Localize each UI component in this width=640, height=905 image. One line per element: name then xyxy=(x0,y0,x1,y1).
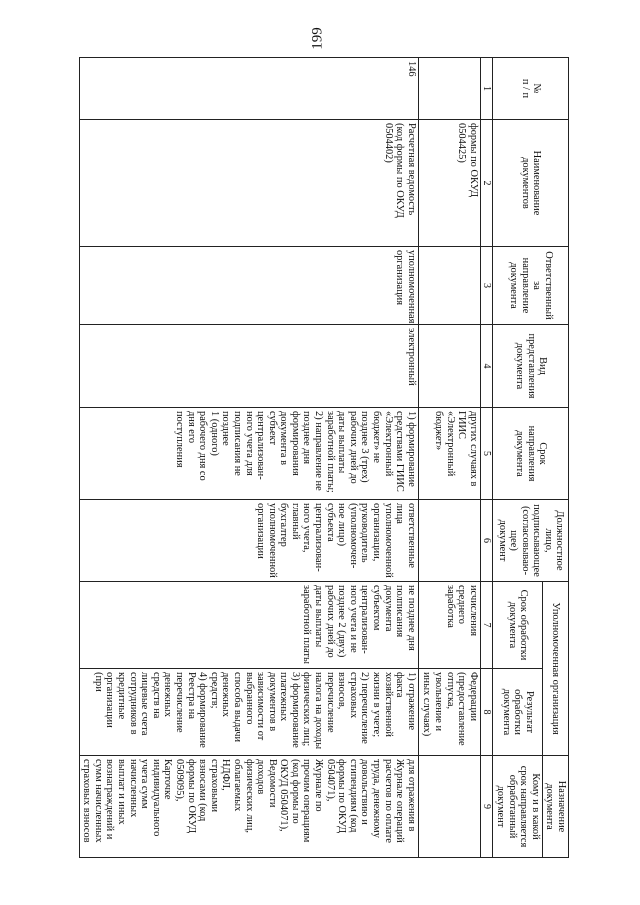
cell-processing-result: 1) отражение факта хозяйственной жизни в учете; 2) перечисление страховых взносов, перечисление налога на доходы физических лиц; 3) формирование платежных документов в зависимости от выбранного способа выдачи денежных средств; 4) формирование Реестра на перечисление денежных средств на лицевые счета сотрудников в кредитные организации (при xyxy=(79,669,418,756)
documents-table xyxy=(79,57,569,858)
cell-presentation-type xyxy=(418,325,480,408)
cell-processing-result: Федерации (предоставление отпуска, увольнение и иных случаях) xyxy=(418,669,480,756)
header-group-authorized-org: Уполномоченная организация xyxy=(542,582,568,756)
cell-purpose: для отражения в Журнале операций расчетов по оплате труда, денежному довольствию и стипендиям (код формы по ОКУД 0504071), Журнале по прочим операциям (код формы по ОКУД 0504071), Ведомости доходов физических лиц, облагаемых НДФЛ, страховыми взносами (код формы по ОКУД 0509095), Карточке индивидуального учета сумм начисленных выплат и иных вознаграждений и сумм начисленных страховых взносов xyxy=(79,756,418,858)
cell-processing-deadline: не позднее дня полписания документа субъектом централизован- ного учета и не позднее 2 (двух) рабочих дней до даты выплаты заработной платы xyxy=(79,582,418,669)
rotated-table-container xyxy=(81,57,569,857)
cell-document-name: Расчетная ведомость (код формы по ОКУД 0504402) xyxy=(79,120,418,247)
cell-signing-official: ответственные лица уполномоченной организации, руководитель (уполномочен- ное лицо) субъекта централизован- ного учета, главный бухгалтер уполномоченной организации xyxy=(79,500,418,582)
cell-presentation-type: электронный xyxy=(79,325,418,408)
cell-number: 146 xyxy=(79,58,418,120)
cell-send-deadline: других случаях в ГИИС «Электронный бюджет» xyxy=(418,408,480,500)
header-col-6: Должностное лицо, подписывающее (согласовываю- щее) документ xyxy=(493,500,569,582)
cell-responsible: уполномоченная организация xyxy=(79,247,418,325)
header-group-purpose: Назначение документа xyxy=(542,756,568,858)
header-col-2: Наименование документов xyxy=(493,120,569,247)
header-col-7: Срок обработки документа xyxy=(493,582,542,669)
column-number: 6 xyxy=(480,500,493,582)
cell-signing-official xyxy=(418,500,480,582)
page-number: 199 xyxy=(309,27,326,50)
header-col-4: Вид представления документа xyxy=(493,325,569,408)
column-number: 7 xyxy=(480,582,493,669)
header-row-1 xyxy=(542,58,568,858)
cell-send-deadline: 1) формирование средствами ГИИС «Электронный бюджет» не позднее 3 (трех) рабочих дней до даты выплаты заработной платы; 2) направление не позднее дня формирования документа в субъект централизован- ного учета для подписания не позднее 1 (одного) рабочего дня со дня его поступления xyxy=(79,408,418,500)
header-col-1: № п / п xyxy=(493,58,569,120)
table-row-146 xyxy=(79,58,418,858)
column-number: 4 xyxy=(480,325,493,408)
cell-processing-deadline: исчисления среднего заработка xyxy=(418,582,480,669)
column-number: 9 xyxy=(480,756,493,858)
header-col-5: Срок направления документа xyxy=(493,408,569,500)
cell-responsible xyxy=(418,247,480,325)
column-number: 3 xyxy=(480,247,493,325)
header-col-8: Результат обработки документа xyxy=(493,669,542,756)
column-number: 2 xyxy=(480,120,493,247)
table-row-continuation xyxy=(418,58,480,858)
header-col-3: Ответственный за направление документа xyxy=(493,247,569,325)
header-col-9: Кому и в какой срок направляется обработанный документ xyxy=(493,756,542,858)
column-number-row xyxy=(480,58,493,858)
cell-purpose xyxy=(418,756,480,858)
column-number: 1 xyxy=(480,58,493,120)
cell-document-name: формы по ОКУД 0504425) xyxy=(418,120,480,247)
column-number: 5 xyxy=(480,408,493,500)
column-number: 8 xyxy=(480,669,493,756)
cell-number xyxy=(418,58,480,120)
